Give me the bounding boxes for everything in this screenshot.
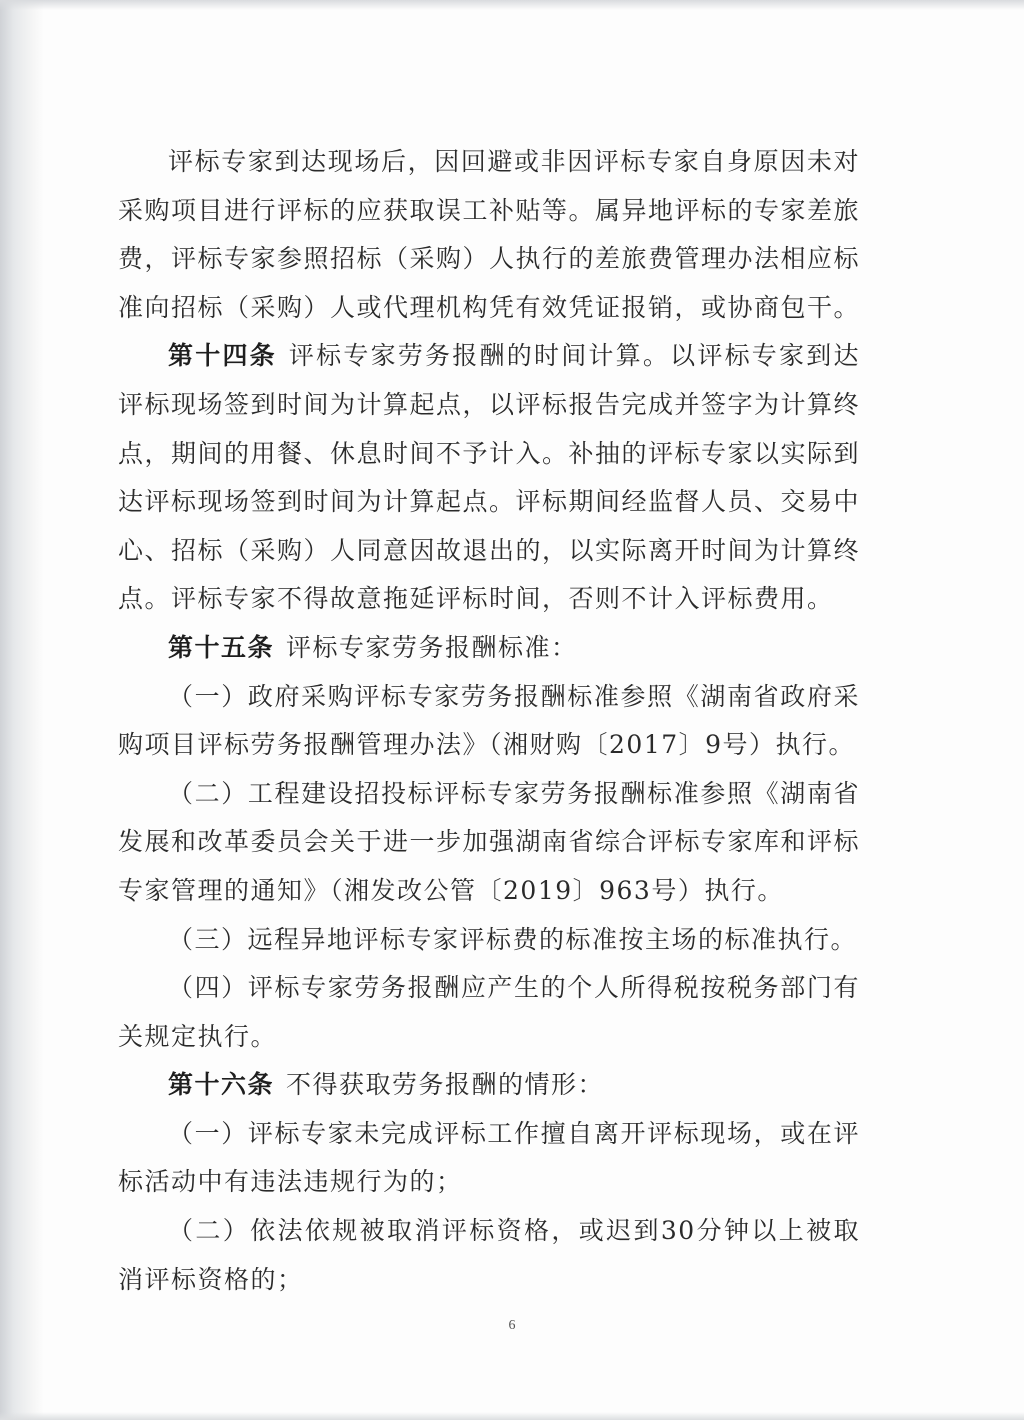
paragraph-text: （二）依法依规被取消评标资格，或迟到30分钟以上被取消评标资格的； [118, 1216, 860, 1294]
paragraph-text: 评标专家劳务报酬标准： [286, 632, 578, 662]
paragraph-text: 评标专家劳务报酬的时间计算。以评标专家到达评标现场签到时间为计算起点，以评标报告完成并签字为计算终点，期间的用餐、休息时间不予计入。补抽的评标专家以实际到达评标现场签到时间为计算起点。评标期间经监督人员、交易中心、招标（采购）人同意因故退出的，以实际离开时间为计算终点。评标专家不得故意拖延评标时间，否则不计入评标费用。 [118, 341, 861, 614]
paragraph-article-16 [118, 1061, 860, 1110]
page-scan-edge-top [0, 0, 1024, 10]
paragraph-text: （一）政府采购评标专家劳务报酬标准参照《湖南省政府采购项目评标劳务报酬管理办法》（湘财购〔2017〕9号）执行。 [118, 681, 860, 760]
paragraph-text: 不得获取劳务报酬的情形： [286, 1070, 605, 1100]
list-item [118, 1110, 860, 1207]
page-scan-edge-bottom [0, 1412, 1024, 1420]
paragraph-text: （二）工程建设招投标评标专家劳务报酬标准参照《湖南省发展和改革委员会关于进一步加强湖南省综合评标专家库和评标专家管理的通知》（湘发改公管〔2019〕963号）执行。 [118, 778, 861, 905]
article-heading: 第十四条 [168, 341, 277, 371]
article-heading: 第十六条 [168, 1070, 275, 1100]
paragraph-text: （一）评标专家未完成评标工作擅自离开评标现场，或在评标活动中有违法违规行为的； [118, 1118, 860, 1197]
list-item [118, 673, 860, 770]
list-item [118, 1207, 860, 1304]
list-item [118, 964, 860, 1061]
article-heading: 第十五条 [168, 632, 275, 662]
page-scan-shadow [0, 0, 44, 1420]
paragraph-article-15 [118, 624, 860, 673]
paragraph-text: （三）远程异地评标专家评标费的标准按主场的标准执行。 [168, 924, 858, 954]
document-body [118, 138, 860, 1304]
page-number: 6 [508, 1318, 516, 1333]
paragraph [118, 138, 860, 332]
paragraph-text: （四）评标专家劳务报酬应产生的个人所得税按税务部门有关规定执行。 [118, 973, 860, 1051]
paragraph-text: 评标专家到达现场后，因回避或非因评标专家自身原因未对采购项目进行评标的应获取误工补贴等。属异地评标的专家差旅费，评标专家参照招标（采购）人执行的差旅费管理办法相应标准向招标（采购）人或代理机构凭有效凭证报销，或协商包干。 [118, 147, 861, 322]
list-item [118, 770, 860, 916]
list-item [118, 916, 860, 965]
paragraph-article-14 [118, 332, 860, 624]
